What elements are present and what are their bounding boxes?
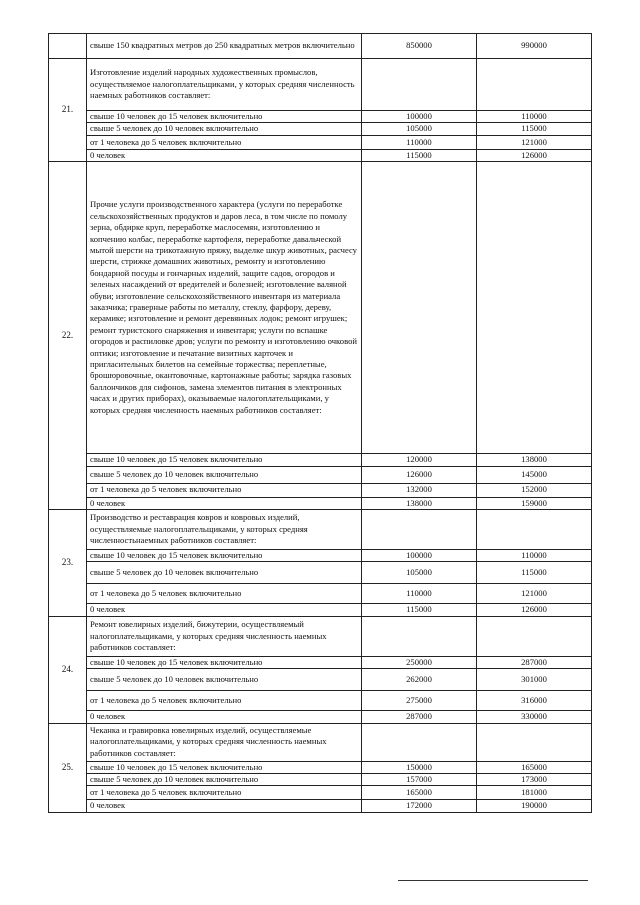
value-col-2: 181000 <box>477 786 592 800</box>
row-description: свыше 5 человек до 10 человек включительно <box>87 123 362 135</box>
value-col-1: 850000 <box>362 34 477 59</box>
value-col-2: 287000 <box>477 656 592 668</box>
empty-cell <box>477 616 592 656</box>
table-row <box>49 604 592 616</box>
row-description: 0 человек <box>87 604 362 616</box>
value-col-2: 115000 <box>477 562 592 584</box>
value-col-1: 138000 <box>362 497 477 509</box>
value-col-1: 100000 <box>362 550 477 562</box>
table-row <box>49 497 592 509</box>
table-row <box>49 656 592 668</box>
row-description: от 1 человека до 5 человек включительно <box>87 786 362 800</box>
section-header-row <box>49 616 592 656</box>
row-description: свыше 10 человек до 15 человек включительно <box>87 454 362 466</box>
table-row <box>49 786 592 800</box>
value-col-2: 173000 <box>477 774 592 786</box>
section-header-row <box>49 723 592 761</box>
table-row <box>49 691 592 711</box>
table-row <box>49 34 592 59</box>
section-description: Изготовление изделий народных художественных промыслов, осуществляемое налогоплательщиками, у которых средняя численность наемных работников составляет: <box>87 59 362 111</box>
value-col-2: 121000 <box>477 584 592 604</box>
value-col-1: 105000 <box>362 562 477 584</box>
footer-rule <box>398 880 588 881</box>
table-row <box>49 454 592 466</box>
table-row <box>49 483 592 497</box>
section-header-row <box>49 162 592 454</box>
empty-cell <box>362 616 477 656</box>
empty-cell <box>477 510 592 550</box>
section-header-row <box>49 59 592 111</box>
section-description: Производство и реставрация ковров и ковровых изделий, осуществляемые налогоплательщиками, у которых средняя численностьнаемных работников составляет: <box>87 510 362 550</box>
value-col-1: 165000 <box>362 786 477 800</box>
value-col-2: 165000 <box>477 761 592 773</box>
value-col-2: 121000 <box>477 135 592 149</box>
table-row <box>49 562 592 584</box>
table-row <box>49 584 592 604</box>
value-col-1: 150000 <box>362 761 477 773</box>
row-number: 23. <box>49 510 87 617</box>
row-description: от 1 человека до 5 человек включительно <box>87 584 362 604</box>
row-number <box>49 34 87 59</box>
table-row <box>49 800 592 812</box>
value-col-1: 275000 <box>362 691 477 711</box>
value-col-1: 172000 <box>362 800 477 812</box>
value-col-1: 115000 <box>362 604 477 616</box>
row-number: 25. <box>49 723 87 812</box>
section-description: Прочие услуги производственного характера (услуги по переработке сельскохозяйственных продуктов и даров леса, в том числе по помолу зерна, обдирке круп, переработке маслосемян, изготовлению и копчению колбас, переработке картофеля, переработке давальческой мытой шерсти на трикотажную пряжу, выделке шкур животных, расчесу шерсти, стрижке домашних животных, ремонту и изготовлению бондарной посуды и гончарных изделий, защите садов, огородов и зеленых насаждений от вредителей и болезней; изготовление валяной обуви; изготовление сельскохозяйственного инвентаря из материала заказчика; граверные работы по металлу, стеклу, фарфору, дереву, керамике; изготовление и ремонт деревянных лодок; ремонт игрушек; ремонт туристского снаряжения и инвентаря; услуги по вспашке огородов и распиловке дров; услуги по ремонту и изготовлению очковой оптики; изготовление и печатание визитных карточек и пригласительных билетов на семейные торжества; переплетные, брошюровочные, окантовочные, картонажные работы; зарядка газовых баллончиков для сифонов, замена элементов питания в электронных часах и других приборах), оказываемые налогоплательщиками, у которых средняя численность наемных работников составляет: <box>87 162 362 454</box>
row-description: свыше 150 квадратных метров до 250 квадратных метров включительно <box>87 34 362 59</box>
row-description: свыше 10 человек до 15 человек включительно <box>87 111 362 123</box>
row-description: свыше 10 человек до 15 человек включительно <box>87 550 362 562</box>
value-col-1: 132000 <box>362 483 477 497</box>
value-col-1: 105000 <box>362 123 477 135</box>
value-col-1: 287000 <box>362 711 477 723</box>
table-row <box>49 761 592 773</box>
row-description: свыше 10 человек до 15 человек включительно <box>87 761 362 773</box>
value-col-2: 316000 <box>477 691 592 711</box>
value-col-1: 250000 <box>362 656 477 668</box>
value-col-2: 330000 <box>477 711 592 723</box>
value-col-2: 115000 <box>477 123 592 135</box>
value-col-1: 110000 <box>362 584 477 604</box>
section-header-row <box>49 510 592 550</box>
row-number: 24. <box>49 616 87 723</box>
row-number: 22. <box>49 162 87 510</box>
value-col-1: 157000 <box>362 774 477 786</box>
value-col-1: 100000 <box>362 111 477 123</box>
row-description: свыше 5 человек до 10 человек включительно <box>87 562 362 584</box>
table-row <box>49 669 592 691</box>
value-col-2: 990000 <box>477 34 592 59</box>
value-col-1: 126000 <box>362 466 477 483</box>
empty-cell <box>362 162 477 454</box>
table-row <box>49 111 592 123</box>
table-row <box>49 135 592 149</box>
value-col-1: 115000 <box>362 149 477 161</box>
row-description: 0 человек <box>87 711 362 723</box>
empty-cell <box>477 723 592 761</box>
table-row <box>49 774 592 786</box>
value-col-2: 152000 <box>477 483 592 497</box>
value-col-2: 110000 <box>477 550 592 562</box>
row-number: 21. <box>49 59 87 162</box>
empty-cell <box>362 510 477 550</box>
value-col-1: 110000 <box>362 135 477 149</box>
row-description: 0 человек <box>87 800 362 812</box>
value-col-2: 301000 <box>477 669 592 691</box>
row-description: от 1 человека до 5 человек включительно <box>87 135 362 149</box>
value-col-2: 126000 <box>477 604 592 616</box>
empty-cell <box>362 723 477 761</box>
row-description: свыше 5 человек до 10 человек включительно <box>87 669 362 691</box>
value-col-2: 159000 <box>477 497 592 509</box>
value-col-1: 120000 <box>362 454 477 466</box>
value-col-2: 190000 <box>477 800 592 812</box>
empty-cell <box>477 59 592 111</box>
row-description: свыше 5 человек до 10 человек включительно <box>87 774 362 786</box>
row-description: от 1 человека до 5 человек включительно <box>87 483 362 497</box>
table-row <box>49 149 592 161</box>
table-row <box>49 123 592 135</box>
row-description: свыше 10 человек до 15 человек включительно <box>87 656 362 668</box>
section-description: Чеканка и гравировка ювелирных изделий, осуществляемые налогоплательщиками, у которых средняя численность наемных работников составляет: <box>87 723 362 761</box>
row-description: 0 человек <box>87 149 362 161</box>
empty-cell <box>362 59 477 111</box>
value-col-2: 145000 <box>477 466 592 483</box>
section-description: Ремонт ювелирных изделий, бижутерии, осуществляемый налогоплательщиками, у которых средняя численность наемных работников составляет: <box>87 616 362 656</box>
table-row <box>49 550 592 562</box>
value-col-1: 262000 <box>362 669 477 691</box>
value-col-2: 110000 <box>477 111 592 123</box>
value-col-2: 138000 <box>477 454 592 466</box>
tariff-table <box>48 33 592 813</box>
table-row <box>49 466 592 483</box>
row-description: от 1 человека до 5 человек включительно <box>87 691 362 711</box>
table-row <box>49 711 592 723</box>
row-description: 0 человек <box>87 497 362 509</box>
value-col-2: 126000 <box>477 149 592 161</box>
empty-cell <box>477 162 592 454</box>
row-description: свыше 5 человек до 10 человек включительно <box>87 466 362 483</box>
